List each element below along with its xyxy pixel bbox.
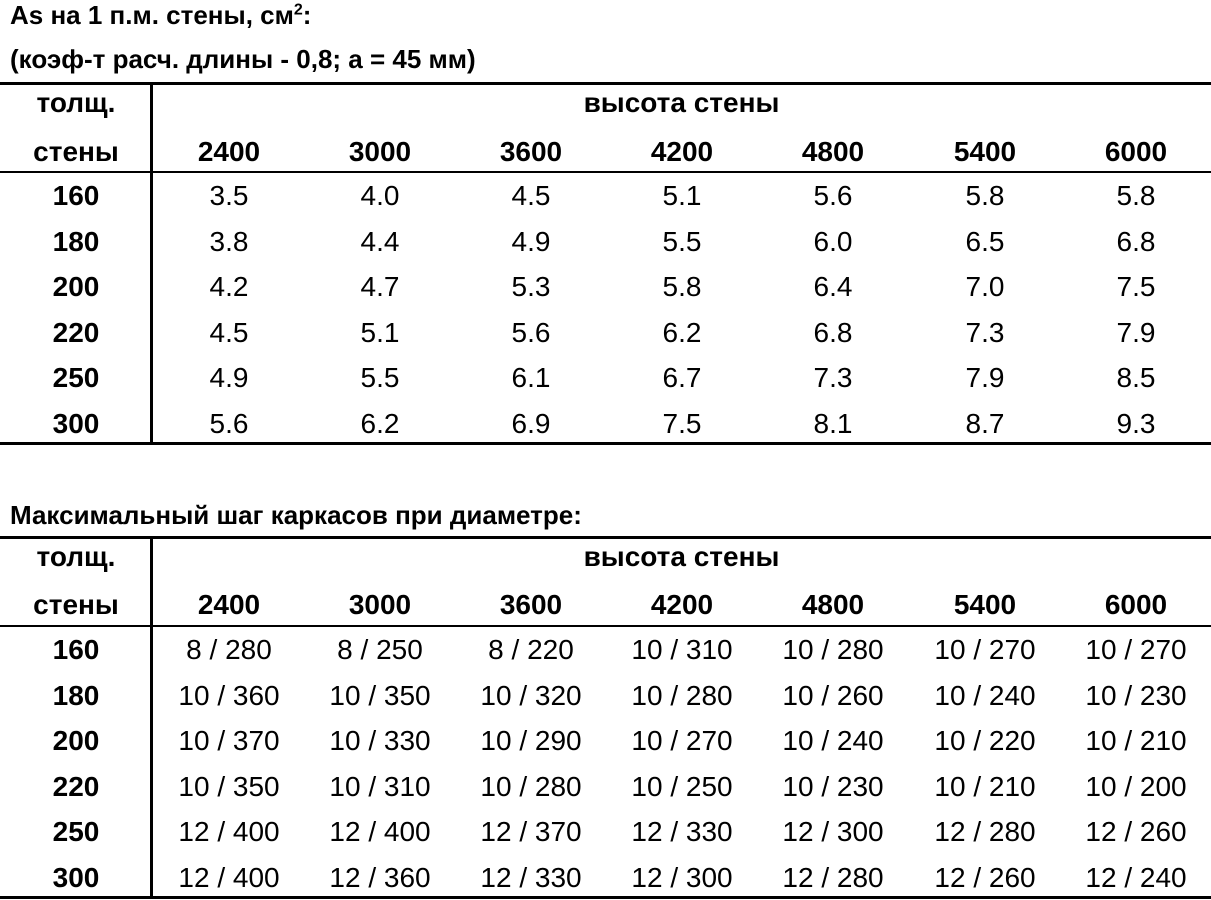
area-title-superscript: 2 [293,1,303,19]
table-cell: 8 / 220 [488,634,574,665]
area-table-subtitle: (коэф-т расч. длины - 0,8; а = 45 мм) [10,44,476,74]
column-header-2400: 2400 [197,589,261,620]
area-title-main: As на 1 п.м. стены, см [10,0,294,30]
table-cell: 8.5 [1116,362,1156,393]
table-cell: 5.1 [662,180,702,211]
table-cell: 8 / 250 [337,634,423,665]
table-cell: 7.3 [965,316,1005,348]
column-header-3000: 3000 [348,136,412,167]
header-bottom-border [0,171,1211,173]
table-cell: 12 / 260 [1085,816,1187,847]
table-cell: 4.0 [360,180,400,211]
table-cell: 10 / 360 [178,679,280,711]
table-cell: 5.3 [511,271,551,302]
table-cell: 7.5 [662,407,702,439]
table-cell: 10 / 210 [1085,725,1187,756]
column-header-6000: 6000 [1104,136,1168,167]
row-label: 180 [52,679,100,711]
table-cell: 12 / 360 [329,861,431,893]
table-cell: 12 / 300 [782,816,884,847]
column-header-3600: 3600 [499,136,563,167]
table-cell: 10 / 220 [934,725,1036,756]
table-cell: 10 / 370 [178,725,280,756]
column-group-header: высота стены [583,87,780,118]
table-cell: 10 / 330 [329,725,431,756]
table-cell: 12 / 280 [782,861,884,893]
column-header-5400: 5400 [953,589,1017,620]
row-label: 300 [52,861,100,893]
row-label: 200 [52,725,100,756]
column-header-3600: 3600 [499,589,563,620]
header-bottom-border [0,625,1211,627]
table-cell: 10 / 270 [1085,634,1187,665]
row-label-header-top: толщ. [36,541,116,572]
column-header-6000: 6000 [1104,589,1168,620]
row-label: 180 [52,225,100,257]
table-cell: 4.9 [209,362,249,393]
row-label: 300 [52,407,100,439]
table-bottom-border [0,442,1211,445]
table-cell: 10 / 230 [1085,679,1187,711]
table-cell: 10 / 280 [480,770,582,802]
table-top-border [0,536,1211,539]
row-label-header-bottom: стены [33,136,119,167]
row-label: 220 [52,316,100,348]
table-cell: 12 / 400 [329,816,431,847]
row-label: 220 [52,770,100,802]
table-bottom-border [0,896,1211,899]
table-cell: 4.5 [209,316,249,348]
table-cell: 4.4 [360,225,400,257]
table-cell: 8.7 [965,407,1005,439]
column-header-5400: 5400 [953,136,1017,167]
table-cell: 10 / 230 [782,770,884,802]
table-cell: 5.8 [965,180,1005,211]
table-cell: 6.0 [813,225,853,257]
table-cell: 9.3 [1116,407,1156,439]
table-cell: 12 / 330 [631,816,733,847]
spacing-table-title: Максимальный шаг каркасов при диаметре: [10,500,582,530]
column-header-3000: 3000 [348,589,412,620]
table-cell: 6.2 [360,407,400,439]
table-cell: 3.5 [209,180,249,211]
column-header-4800: 4800 [801,136,865,167]
row-label: 250 [52,362,100,393]
area-title-colon: : [302,0,312,30]
table-cell: 4.7 [360,271,400,302]
row-label: 160 [52,634,100,665]
table-cell: 10 / 210 [934,770,1036,802]
column-header-4800: 4800 [801,589,865,620]
table-cell: 10 / 350 [329,679,431,711]
table-cell: 6.9 [511,407,551,439]
table-cell: 12 / 370 [480,816,582,847]
table-cell: 8 / 280 [186,634,272,665]
column-group-header: высота стены [583,541,780,572]
table-cell: 10 / 200 [1085,770,1187,802]
table-cell: 12 / 260 [934,861,1036,893]
table-cell: 4.9 [511,225,551,257]
table-cell: 7.5 [1116,271,1156,302]
table-cell: 12 / 300 [631,861,733,893]
row-label: 250 [52,816,100,847]
table-cell: 10 / 280 [631,679,733,711]
table-cell: 4.5 [511,180,551,211]
table-cell: 6.7 [662,362,702,393]
table-cell: 7.9 [1116,316,1156,348]
table-cell: 6.1 [511,362,551,393]
table-cell: 6.5 [965,225,1005,257]
table-cell: 10 / 310 [631,634,733,665]
table-cell: 6.8 [1116,225,1156,257]
column-header-4200: 4200 [650,589,714,620]
table-cell: 5.8 [662,271,702,302]
row-label: 200 [52,271,100,302]
table-cell: 12 / 240 [1085,861,1187,893]
table-cell: 6.8 [813,316,853,348]
table-cell: 10 / 240 [782,725,884,756]
column-header-2400: 2400 [197,136,261,167]
table-cell: 6.2 [662,316,702,348]
table-cell: 10 / 270 [631,725,733,756]
table-cell: 5.6 [511,316,551,348]
table-cell: 5.6 [209,407,249,439]
table-cell: 3.8 [209,225,249,257]
table-cell: 5.8 [1116,180,1156,211]
table-cell: 10 / 260 [782,679,884,711]
table-cell: 5.5 [662,225,702,257]
row-label-header-top: толщ. [36,87,116,118]
table-cell: 10 / 280 [782,634,884,665]
table-cell: 5.6 [813,180,853,211]
table-cell: 12 / 400 [178,816,280,847]
table-cell: 12 / 330 [480,861,582,893]
table-cell: 10 / 320 [480,679,582,711]
table-cell: 8.1 [813,407,853,439]
table-cell: 10 / 310 [329,770,431,802]
row-label-header-bottom: стены [33,589,119,620]
table-cell: 10 / 250 [631,770,733,802]
table-cell: 6.4 [813,271,853,302]
table-cell: 4.2 [209,271,249,302]
row-label: 160 [52,180,100,211]
table-top-border [0,82,1211,85]
table-cell: 12 / 400 [178,861,280,893]
table-cell: 10 / 350 [178,770,280,802]
table-cell: 10 / 270 [934,634,1036,665]
table-cell: 5.1 [360,316,400,348]
table-cell: 12 / 280 [934,816,1036,847]
table-cell: 7.0 [965,271,1005,302]
table-cell: 10 / 240 [934,679,1036,711]
column-header-4200: 4200 [650,136,714,167]
table-cell: 7.3 [813,362,853,393]
area-table-title [10,0,311,30]
table-cell: 10 / 290 [480,725,582,756]
table-cell: 5.5 [360,362,400,393]
table-cell: 7.9 [965,362,1005,393]
